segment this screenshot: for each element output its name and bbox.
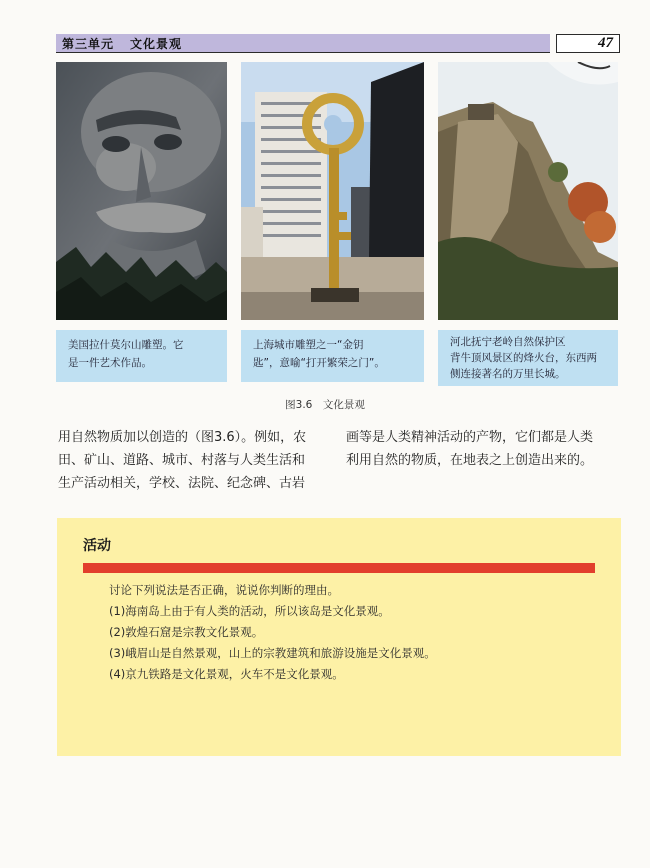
activity-item: (4)京九铁路是文化景观，火车不是文化景观。 <box>109 667 344 681</box>
activity-list <box>109 580 436 685</box>
activity-item: (2)敦煌石窟是宗教文化景观。 <box>109 625 264 639</box>
activity-title: 活动 <box>83 538 111 554</box>
body-line: 画等是人类精神活动的产物，它们都是人类 <box>346 430 594 445</box>
caption-golden-key <box>241 330 424 382</box>
caption-line: 侧连接著名的万里长城。 <box>450 368 566 380</box>
figure-title: 图3.6 文化景观 <box>285 399 365 411</box>
header-bar <box>56 34 550 53</box>
activity-box <box>57 518 621 756</box>
caption-line: 上海城市雕塑之一“金钥 <box>253 339 364 351</box>
caption-line: 是一件艺术作品。 <box>68 357 152 369</box>
activity-item: (1)海南岛上由于有人类的活动，所以该岛是文化景观。 <box>109 604 390 618</box>
caption-beacon-tower <box>438 330 618 386</box>
body-line: 田、矿山、道路、城市、村落与人类生活和 <box>58 453 306 468</box>
body-line: 利用自然的物质，在地表之上创造出来的。 <box>346 453 594 468</box>
body-column-left <box>58 426 306 495</box>
activity-item: (3)峨眉山是自然景观，山上的宗教建筑和旅游设施是文化景观。 <box>109 646 436 660</box>
caption-line: 匙”，意喻“打开繁荣之门”。 <box>253 357 385 369</box>
unit-label: 第三单元 <box>62 37 115 51</box>
page-number-box <box>556 34 620 53</box>
photo-golden-key-sculpture <box>241 62 424 320</box>
caption-line: 河北抚宁老岭自然保护区 <box>450 336 566 348</box>
page-number: 47 <box>598 35 613 51</box>
caption-line: 背牛顶风景区的烽火台，东西两 <box>450 352 597 364</box>
activity-item: 讨论下列说法是否正确，说说你判断的理由。 <box>109 583 339 597</box>
body-column-right <box>346 426 593 472</box>
body-line: 用自然物质加以创造的（图3.6）。例如，农 <box>58 430 307 445</box>
caption-line: 美国拉什莫尔山雕塑。它 <box>68 339 184 351</box>
caption-mount-rushmore <box>56 330 227 382</box>
activity-divider-bar <box>83 563 595 573</box>
running-header <box>56 34 620 52</box>
body-line: 生产活动相关，学校、法院、纪念碑、古岩 <box>58 476 306 491</box>
chapter-title: 文化景观 <box>130 37 183 51</box>
photo-mount-rushmore <box>56 62 227 320</box>
photo-beacon-tower-cliff <box>438 62 618 320</box>
